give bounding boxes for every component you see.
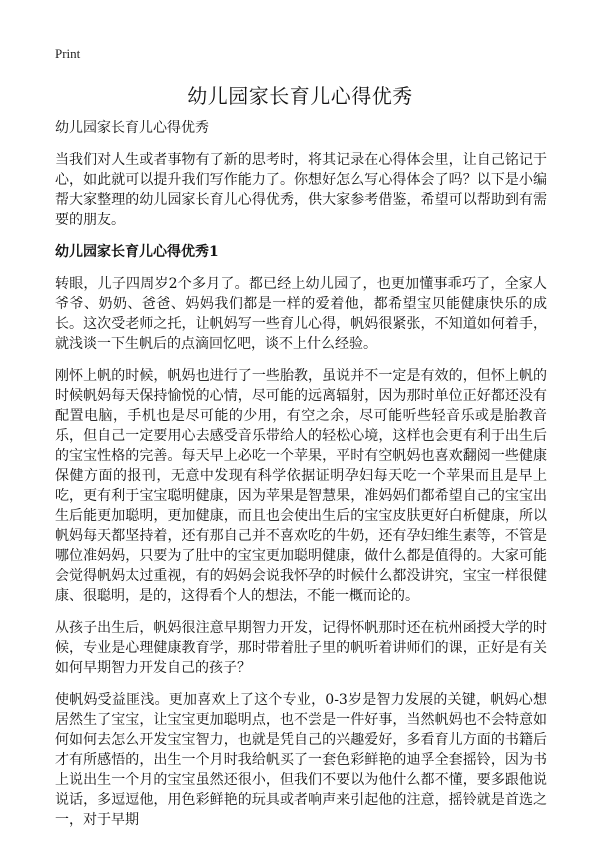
article-subtitle: 幼儿园家长育儿心得优秀 [55, 120, 209, 136]
print-link[interactable]: Print [55, 46, 81, 61]
intro-paragraph: 当我们对人生或者事物有了新的思考时，将其记录在心得体会里，让自己铭记于心，如此就可以提升我们写作能力了。你想好怎么写心得体会了吗？以下是小编帮大家整理的幼儿园家长育儿心得优秀，供大家参考借鉴，希望可以帮助到有需要的朋友。 [55, 152, 547, 228]
page-title: 幼儿园家长育儿心得优秀 [187, 84, 413, 108]
article-body [55, 118, 547, 842]
body-paragraph: 从孩子出生后，帆妈很注意早期智力开发，记得怀帆那时还在杭州函授大学的时候，专业是心理健康教育学，那时带着肚子里的帆听着讲师们的课，正好是有关如何早期智力开发自己的孩子？ [55, 620, 547, 676]
body-paragraph: 使帆妈受益匪浅。更加喜欢上了这个专业，0-3岁是智力发展的关键，帆妈心想居然生了宝宝，让宝宝更加聪明点，也不尝是一件好事，当然帆妈也不会特意如何如何去怎么开发宝宝智力，也就是凭自己的兴趣爱好，多看育儿方面的书籍后才有所感悟的，出生一个月时我给帆买了一套色彩鲜艳的迪孚全套摇铃，因为书上说出生一个月的宝宝虽然还很小，但我们不要以为他什么都不懂，要多跟他说说话，多逗逗他，用色彩鲜艳的玩具或者响声来引起他的注意，摇铃就是首选之一，对于早期 [55, 692, 547, 828]
body-paragraph: 刚怀上帆的时候，帆妈也进行了一些胎教，虽说并不一定是有效的，但怀上帆的时候帆妈每天保持愉悦的心情，尽可能的远离辐射，因为那时单位正好都还没有配置电脑，手机也是尽可能的少用，有空之余，尽可能听些轻音乐或是胎教音乐，但自己一定要用心去感受音乐带给人的轻松心境，这样也会更有利于出生后的宝宝性格的完善。每天早上必吃一个苹果，平时有空帆妈也喜欢翻阅一些健康保健方面的报刊，无意中发现有科学依据证明孕妇每天吃一个苹果而且是早上吃，更有利于宝宝聪明健康，因为苹果是智慧果，准妈妈们都希望自己的宝宝出生后能更加聪明，更加健康，而且也会使出生后的宝宝皮肤更好白析健康，所以帆妈每天都坚持着，还有那自己并不喜欢吃的牛奶，还有孕妇维生素等，不管是哪位准妈妈，只要为了肚中的宝宝更加聪明健康，做什么都是值得的。大家可能会觉得帆妈太过重视，有的妈妈会说我怀孕的时候什么都没讲究，宝宝一样很健康、很聪明，是的，这得看个人的想法，不能一概而论的。 [55, 368, 547, 604]
section-heading: 幼儿园家长育儿心得优秀1 [55, 244, 219, 260]
body-paragraph: 转眼，儿子四周岁2个多月了。都已经上幼儿园了，也更加懂事乖巧了，全家人爷爷、奶奶、爸爸、妈妈我们都是一样的爱着他，都希望宝贝能健康快乐的成长。这次受老师之托，让帆妈写一些育儿心得，帆妈很紧张，不知道如何着手，就浅谈一下生帆后的点滴回忆吧，谈不上什么经验。 [55, 276, 547, 352]
